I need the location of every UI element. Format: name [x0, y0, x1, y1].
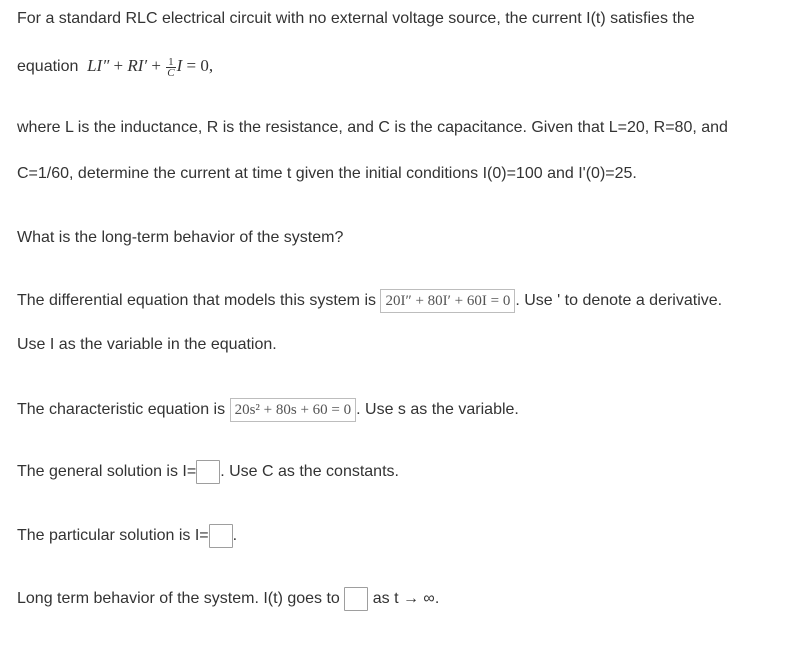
particular-row: [17, 524, 237, 548]
general-solution-input[interactable]: [196, 460, 220, 484]
general-suffix: . Use C as the constants.: [220, 463, 399, 481]
characteristic-row: [17, 398, 519, 422]
general-prefix: The general solution is I=: [17, 463, 197, 481]
rlc-equation: LI″ + RI′ + $\frac{1}{C}$ I = 0,: [82, 55, 214, 79]
diffeq-row: [17, 289, 722, 313]
question-text: What is the long-term behavior of the system?: [17, 229, 344, 246]
general-row: [17, 460, 399, 484]
diffeq-hint: Use I as the variable in the equation.: [17, 336, 277, 353]
intro-line-1: For a standard RLC electrical circuit with no external voltage source, the current I(t) satisfies the: [17, 10, 695, 27]
longterm-suffix: as t → ∞.: [372, 590, 440, 608]
intro-equation-line: [17, 56, 213, 78]
characteristic-answer-field[interactable]: 20s² + 80s + 60 = 0: [230, 398, 357, 422]
particular-prefix: The particular solution is I=: [17, 527, 209, 545]
diffeq-suffix: . Use ' to denote a derivative.: [515, 292, 723, 310]
diffeq-answer-field[interactable]: 20I″ + 80I′ + 60I = 0: [380, 289, 515, 313]
intro-line-3: where L is the inductance, R is the resistance, and C is the capacitance. Given that L=20, R=80, and: [17, 119, 728, 136]
longterm-limit-input[interactable]: [344, 587, 368, 611]
diffeq-prefix: The differential equation that models this system is: [17, 292, 376, 310]
intro-line-4: C=1/60, determine the current at time t given the initial conditions I(0)=100 and I'(0)=25.: [17, 165, 637, 182]
particular-solution-input[interactable]: [209, 524, 233, 548]
characteristic-prefix: The characteristic equation is: [17, 401, 226, 419]
equation-prefix: equation: [17, 58, 79, 75]
particular-suffix: .: [232, 527, 238, 545]
characteristic-suffix: . Use s as the variable.: [356, 401, 519, 419]
longterm-row: [17, 587, 439, 611]
one-over-c-fraction: $\frac{1}{C}$: [167, 55, 175, 79]
longterm-prefix: Long term behavior of the system. I(t) goes to: [17, 590, 340, 608]
